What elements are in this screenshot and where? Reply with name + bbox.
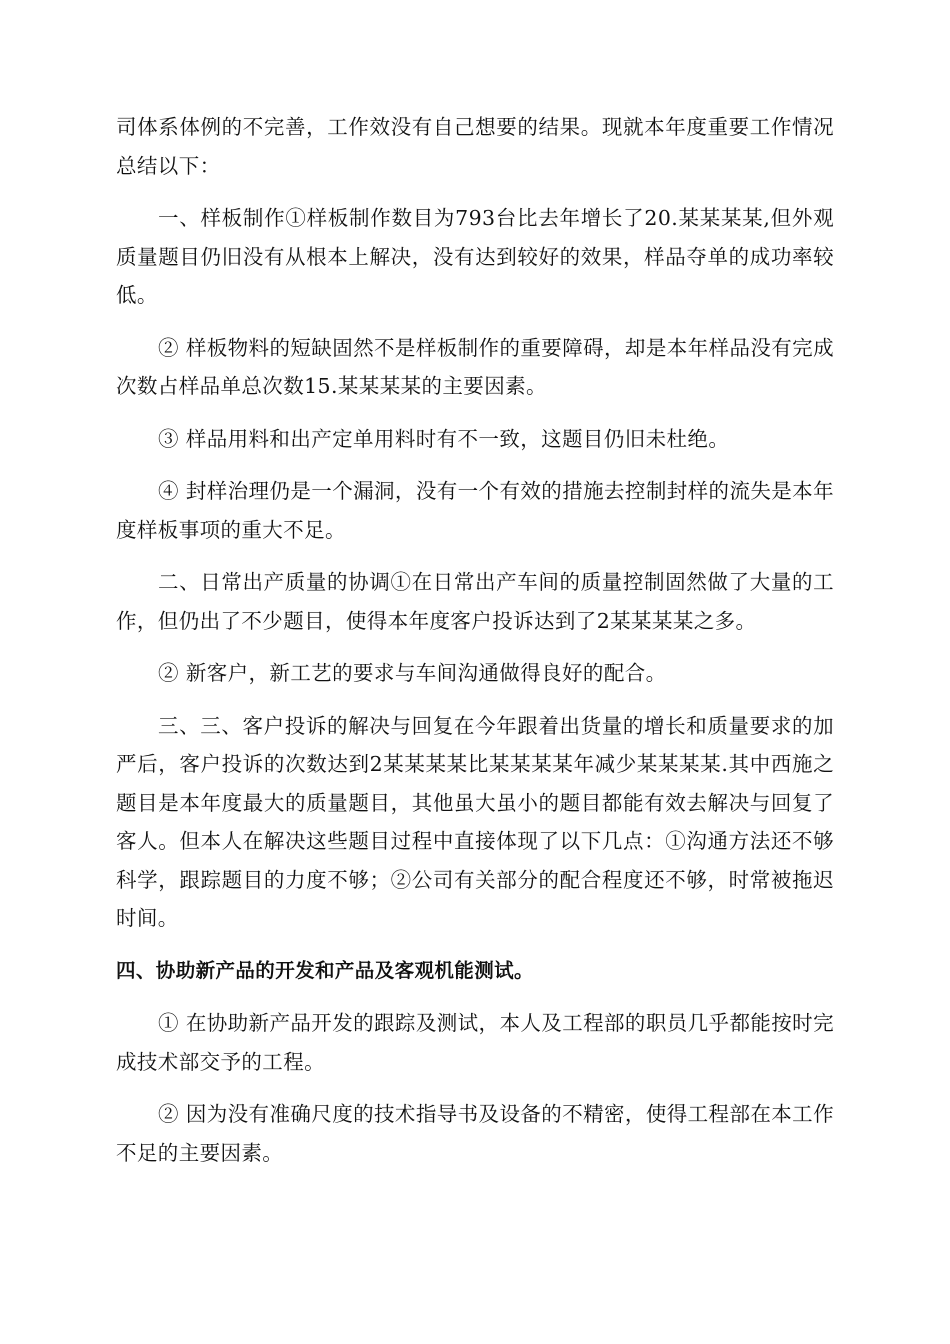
paragraph-section-4-item-1: ① 在协助新产品开发的跟踪及测试，本人及工程部的职员几乎都能按时完成技术部交予的工程。 — [116, 1011, 834, 1074]
paragraph-item-3: ③ 样品用料和出产定单用料时有不一致，这题目仍旧未杜绝。 — [158, 426, 730, 451]
paragraph-section-2-item-2: ② 新客户，新工艺的要求与车间沟通做得良好的配合。 — [158, 661, 667, 685]
paragraph-item-2: ② 样板物料的短缺固然不是样板制作的重要障碍，却是本年样品没有完成次数占样品单总次数15.某某某某的主要因素。 — [116, 335, 834, 398]
paragraph-section-1: 一、样板制作①样板制作数目为793台比去年增长了20.某某某某,但外观质量题目仍旧没有从根本上解决，没有达到较好的效果，样品夺单的成功率较低。 — [116, 206, 834, 307]
paragraph-intro: 司体系体例的不完善，工作效没有自己想要的结果。现就本年度重要工作情况总结以下： — [116, 115, 834, 178]
section-4-heading: 四、协助新产品的开发和产品及客观机能测试。 — [116, 958, 534, 982]
paragraph-item-4: ④ 封样治理仍是一个漏洞，没有一个有效的措施去控制封样的流失是本年度样板事项的重大不足。 — [116, 479, 834, 542]
paragraph-section-2: 二、日常出产质量的协调①在日常出产车间的质量控制固然做了大量的工作，但仍出了不少题目，使得本年度客户投诉达到了2某某某某之多。 — [116, 570, 834, 633]
paragraph-section-4-item-2: ② 因为没有准确尺度的技术指导书及设备的不精密，使得工程部在本工作不足的主要因素。 — [116, 1102, 834, 1165]
paragraph-section-3: 三、三、客户投诉的解决与回复在今年跟着出货量的增长和质量要求的加严后，客户投诉的次数达到2某某某某比某某某某年减少某某某某.其中西施之题目是本年度最大的质量题目，其他虽大虽小的题目都能有效去解决与回复了客人。但本人在解决这些题目过程中直接体现了以下几点：①沟通方法还不够科学，跟踪题目的力度不够；②公司有关部分的配合程度还不够，时常被拖迟时间。 — [116, 713, 834, 930]
document-page — [116, 108, 834, 1186]
